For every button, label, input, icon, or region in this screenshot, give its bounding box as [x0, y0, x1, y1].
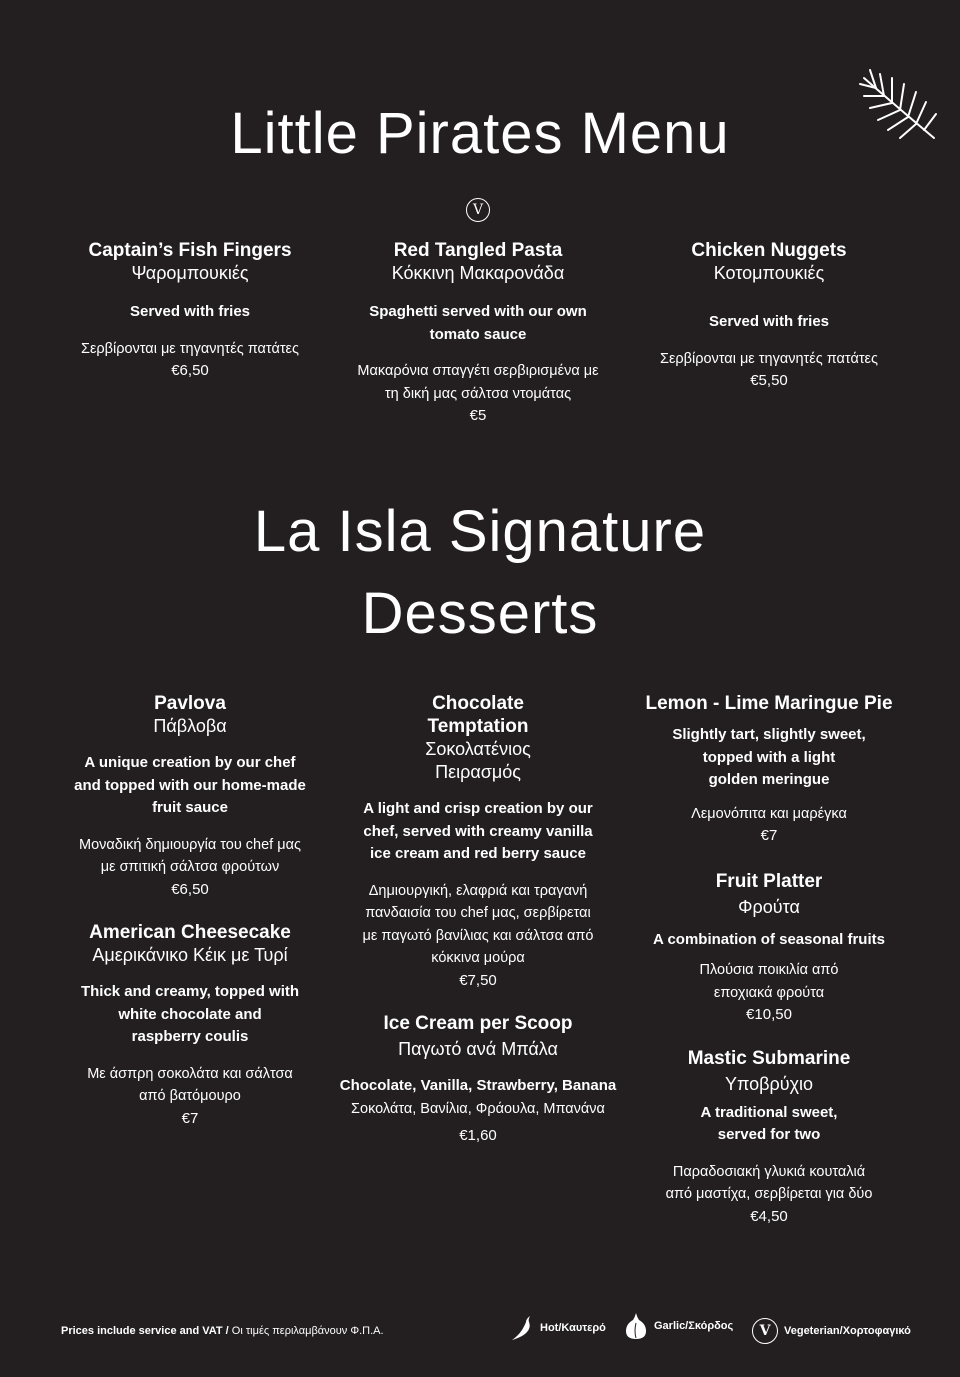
item-name-greek: Παγωτό ανά Μπάλα: [398, 1039, 558, 1059]
item-description: Spaghetti served with our own: [369, 303, 587, 320]
item-price: €5: [469, 407, 487, 424]
item-description: chef, served with creamy vanilla: [363, 822, 593, 840]
item-price: €7: [760, 827, 778, 844]
dessert-column-1: [40, 692, 340, 1130]
item-description: topped with a light: [702, 748, 836, 766]
item-description: Served with fries: [708, 313, 830, 330]
item-description: A unique creation by our chef: [84, 754, 296, 771]
item-name: Mastic Submarine: [687, 1047, 851, 1069]
item-description: A traditional sweet,: [700, 1103, 838, 1121]
item-name-greek: Πειρασμός: [435, 762, 521, 782]
menu-item-chocolate-temptation: [328, 692, 628, 992]
item-flavours-greek: Σοκολάτα, Βανίλια, Φράουλα, Μπανάνα: [351, 1100, 605, 1117]
menu-item-mastic-submarine: [619, 1047, 919, 1229]
chili-icon: [510, 1314, 534, 1342]
item-description-greek: Πλούσια ποικιλία από: [699, 962, 839, 978]
item-name: Red Tangled Pasta: [393, 240, 563, 261]
item-name: Lemon - Lime Maringue Pie: [645, 693, 893, 714]
menu-item-ice-cream: [328, 1012, 628, 1148]
item-description-greek: με παγωτό βανίλιας και σάλτσα από: [362, 927, 594, 944]
item-description: Slightly tart, slightly sweet,: [672, 726, 866, 743]
item-description-greek: εποχιακά φρούτα: [713, 984, 825, 1001]
item-description-greek: κόκκινα μούρα: [431, 950, 525, 966]
item-price: €1,60: [459, 1127, 497, 1144]
item-description-greek: πανδαισία του chef μας, σερβίρεται: [365, 905, 591, 921]
item-description-greek: Μακαρόνια σπαγγέτι σερβιρισμένα με: [357, 363, 599, 379]
item-description-greek: Λεμονόπιτα και μαρέγκα: [691, 805, 847, 822]
item-description-greek: Με άσπρη σοκολάτα και σάλτσα: [87, 1065, 293, 1082]
item-price: €5,50: [750, 372, 788, 389]
item-description-greek: Μοναδική δημιουργία του chef μας: [79, 836, 301, 853]
item-name-greek: Πάβλοβα: [153, 716, 227, 736]
vegetarian-icon: V: [466, 198, 490, 222]
legend-vegetarian: [752, 1318, 911, 1344]
item-name: Pavlova: [154, 693, 226, 714]
menu-item-lemon-pie: [619, 692, 919, 848]
price-note: [61, 1325, 384, 1337]
menu-item-fish-fingers: [40, 239, 340, 383]
item-description-greek: Σερβίρονται με τηγανητές πατάτες: [80, 340, 300, 357]
item-price: €6,50: [171, 362, 209, 379]
item-name: Ice Cream per Scoop: [383, 1013, 573, 1034]
item-name-greek: Κοτομπουκιές: [713, 263, 825, 283]
item-price: €7,50: [459, 971, 497, 989]
item-description-greek: Παραδοσιακή γλυκιά κουταλιά: [672, 1163, 866, 1180]
legend-garlic-label: Garlic/Σκόρδος: [654, 1320, 734, 1332]
item-description: white chocolate and: [118, 1005, 262, 1023]
item-name-greek: Υποβρύχιο: [724, 1073, 814, 1094]
item-name-greek: Σοκολατένιος: [425, 739, 531, 759]
price-note-gr: Οι τιμές περιλαμβάνουν Φ.Π.Α.: [228, 1325, 384, 1337]
item-name-greek: Ψαρομπουκιές: [131, 263, 249, 283]
item-description: A combination of seasonal fruits: [653, 930, 885, 948]
item-description: fruit sauce: [152, 799, 228, 816]
item-name: Captain’s Fish Fingers: [88, 240, 292, 261]
legend-veg-label: Vegeterian/Χορτοφαγικό: [784, 1325, 911, 1337]
item-description: A light and crisp creation by our: [363, 800, 593, 817]
menu-item-pavlova: [40, 692, 340, 901]
price-note-en: Prices include service and VAT /: [61, 1325, 229, 1337]
item-description: tomato sauce: [429, 325, 527, 343]
item-description: Served with fries: [129, 303, 251, 320]
item-price: €7: [181, 1109, 199, 1127]
item-price: €10,50: [746, 1006, 792, 1023]
item-name-greek: Φρούτα: [738, 896, 800, 917]
item-description: ice cream and red berry sauce: [370, 845, 586, 862]
item-description-greek: από μαστίχα, σερβίρεται για δύο: [665, 1186, 873, 1202]
kids-menu-title: Little Pirates Menu: [230, 101, 730, 166]
menu-item-chicken-nuggets: [619, 239, 919, 393]
item-description-greek: Σερβίρονται με τηγανητές πατάτες: [659, 350, 879, 367]
item-name: Temptation: [427, 716, 529, 737]
item-price: €4,50: [750, 1207, 788, 1225]
vegetarian-icon: V: [752, 1318, 778, 1344]
item-name-greek: Κόκκινη Μακαρονάδα: [391, 263, 565, 283]
item-description: golden meringue: [708, 771, 830, 788]
item-description-greek: με σπιτική σάλτσα φρούτων: [100, 859, 280, 875]
item-name: Fruit Platter: [715, 870, 823, 892]
desserts-title-line2: Desserts: [361, 581, 599, 646]
item-name-greek: Αμερικάνικο Κέικ με Τυρί: [92, 945, 288, 965]
item-description-greek: από βατόμουρο: [139, 1088, 241, 1104]
item-flavours: Chocolate, Vanilla, Strawberry, Banana: [339, 1077, 617, 1094]
dessert-column-2: [328, 692, 628, 1148]
item-price: €6,50: [171, 880, 209, 898]
item-description: and topped with our home-made: [74, 776, 306, 794]
menu-item-red-pasta: [328, 239, 628, 428]
item-description: Thick and creamy, topped with: [80, 983, 300, 1000]
desserts-title-line1: La Isla Signature: [253, 499, 707, 564]
item-description: raspberry coulis: [131, 1028, 249, 1045]
item-description-greek: Δημιουργική, ελαφριά και τραγανή: [368, 882, 588, 899]
garlic-icon: [624, 1311, 648, 1341]
menu-item-cheesecake: [40, 921, 340, 1130]
legend-hot: [510, 1314, 606, 1342]
dessert-column-3: [619, 692, 919, 1228]
legend-garlic: [624, 1311, 733, 1341]
item-name: Chocolate: [432, 693, 524, 714]
item-description-greek: τη δική μας σάλτσα ντομάτας: [384, 385, 572, 402]
legend-hot-label: Hot/Καυτερό: [540, 1322, 606, 1334]
item-name: American Cheesecake: [89, 922, 291, 943]
menu-item-fruit-platter: [619, 870, 919, 1027]
item-name: Chicken Nuggets: [691, 240, 847, 261]
item-description: served for two: [717, 1126, 821, 1143]
